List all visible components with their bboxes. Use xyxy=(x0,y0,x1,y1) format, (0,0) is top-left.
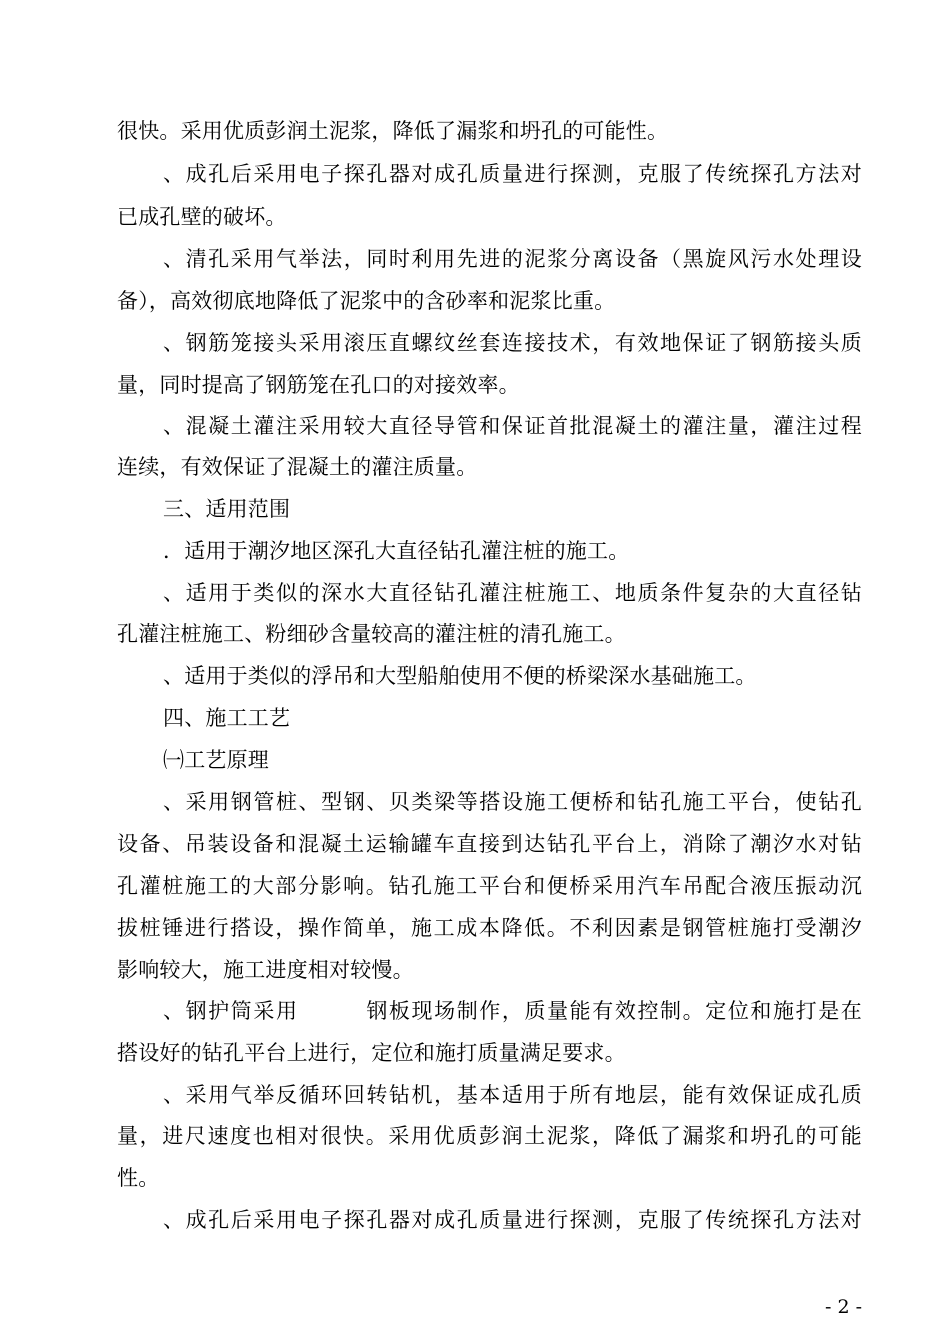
text-line-2: 、成孔后采用电子探孔器对成孔质量进行探测，克服了传统探孔方法对 xyxy=(163,162,862,186)
text-line-9: 连续，有效保证了混凝土的灌注质量。 xyxy=(117,455,478,479)
text-line-3: 已成孔壁的破坏。 xyxy=(117,205,287,229)
text-line-13: 孔灌注桩施工、粉细砂含量较高的灌注桩的清孔施工。 xyxy=(117,622,626,646)
text-line-6: 、钢筋笼接头采用滚压直螺纹丝套连接技术，有效地保证了钢筋接头质 xyxy=(163,331,862,355)
subsection-heading-principle: ㈠工艺原理 xyxy=(163,748,269,772)
text-line-1: 很快。采用优质彭润土泥浆，降低了漏浆和坍孔的可能性。 xyxy=(117,119,669,143)
text-line-7: 量，同时提高了钢筋笼在孔口的对接效率。 xyxy=(117,373,520,397)
text-line-24: 、采用气举反循环回转钻机，基本适用于所有地层，能有效保证成孔质 xyxy=(163,1083,862,1107)
page-number: - 2 - xyxy=(824,1296,862,1318)
text-line-23: 搭设好的钻孔平台上进行，定位和施打质量满足要求。 xyxy=(117,1041,626,1065)
text-line-19: 孔灌桩施工的大部分影响。钻孔施工平台和便桥采用汽车吊配合液压振动沉 xyxy=(117,874,862,898)
text-line-26: 性。 xyxy=(117,1166,160,1190)
text-line-20: 拔桩锤进行搭设，操作简单，施工成本降低。不利因素是钢管桩施打受潮汐 xyxy=(117,916,862,940)
text-line-11: ．适用于潮汐地区深孔大直径钻孔灌注桩的施工。 xyxy=(163,539,630,563)
section-heading-scope: 三、适用范围 xyxy=(163,497,291,521)
text-line-4: 、清孔采用气举法，同时利用先进的泥浆分离设备（黑旋风污水处理设 xyxy=(163,247,862,271)
text-line-25: 量，进尺速度也相对很快。采用优质彭润土泥浆，降低了漏浆和坍孔的可能 xyxy=(117,1124,862,1148)
text-line-18: 设备、吊装设备和混凝土运输罐车直接到达钻孔平台上，消除了潮汐水对钻 xyxy=(117,832,862,856)
text-line-17: 、采用钢管桩、型钢、贝类梁等搭设施工便桥和钻孔施工平台，使钻孔 xyxy=(163,790,862,814)
text-line-5: 备），高效彻底地降低了泥浆中的含砂率和泥浆比重。 xyxy=(117,289,616,313)
text-line-12: 、适用于类似的深水大直径钻孔灌注桩施工、地质条件复杂的大直径钻 xyxy=(163,581,862,605)
section-heading-process: 四、施工工艺 xyxy=(163,706,291,730)
text-line-27: 、成孔后采用电子探孔器对成孔质量进行探测，克服了传统探孔方法对 xyxy=(163,1208,862,1232)
text-line-22: 、钢护筒采用 钢板现场制作，质量能有效控制。定位和施打是在 xyxy=(163,999,862,1023)
text-line-21: 影响较大，施工进度相对较慢。 xyxy=(117,958,414,982)
text-line-14: 、适用于类似的浮吊和大型船舶使用不便的桥梁深水基础施工。 xyxy=(163,664,757,688)
text-line-8: 、混凝土灌注采用较大直径导管和保证首批混凝土的灌注量，灌注过程 xyxy=(163,414,862,438)
